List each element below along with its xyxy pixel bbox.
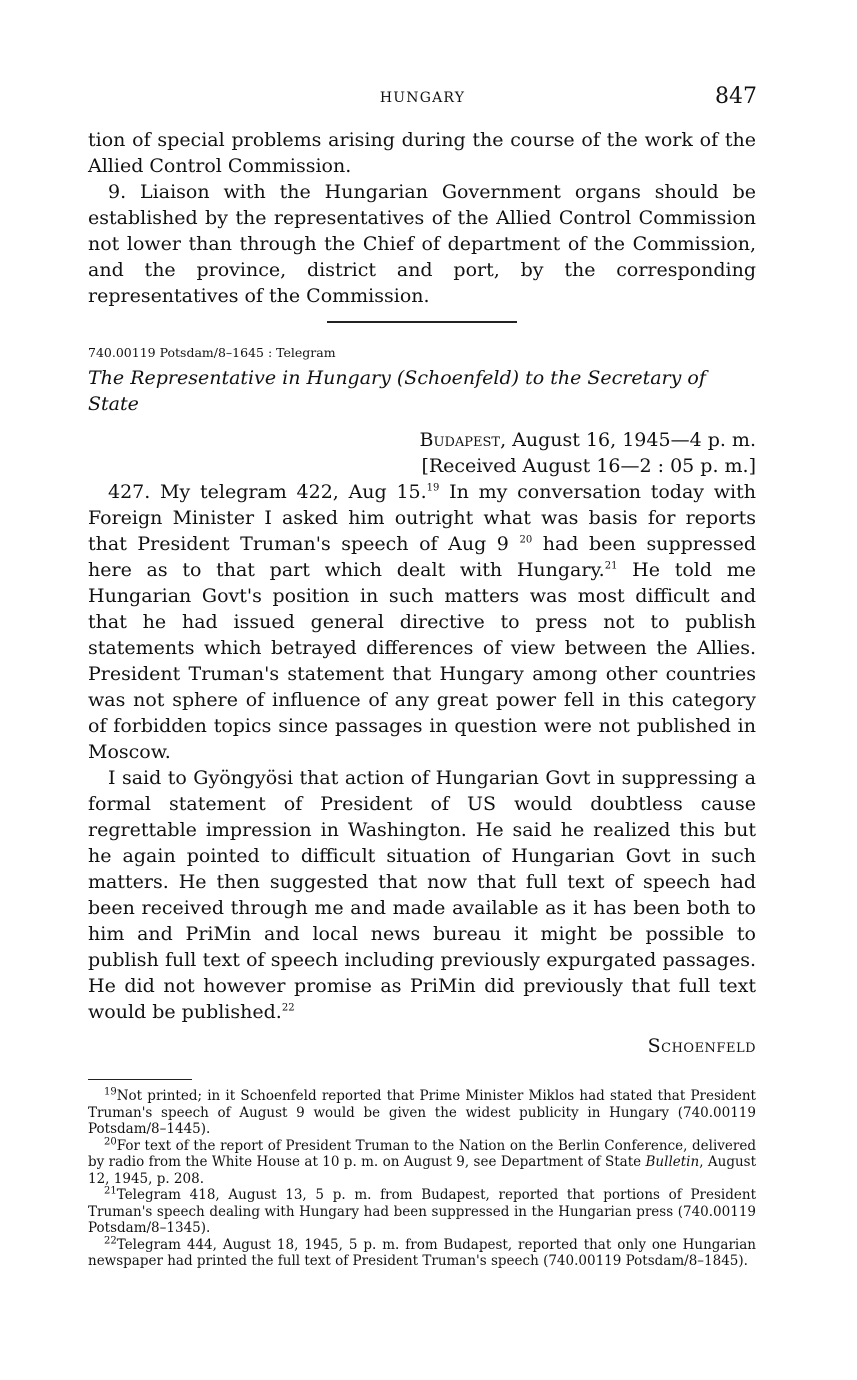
footnote-num: 20 [104, 1136, 117, 1147]
dateline-date: August 16, 1945—4 p. m. [512, 429, 756, 451]
carryover-paragraph: tion of special problems arising during the course of the work of the Allied Control Commission. [88, 129, 756, 177]
liaison-paragraph: 9. Liaison with the Hungarian Government organs should be established by the representatives of the Allied Control Commission not lower than through the Chief of department of the Commission, and the province, district and port, by the corresponding representatives of the Commission. [88, 181, 756, 307]
footnote-text: Telegram 418, August 13, 5 p. m. from Budapest, reported that portions of President Truman's speech dealing with Hungary had been suppressed in the Hungarian press (740.00119 Potsdam/8–1345). [88, 1187, 756, 1236]
para2-text: I said to Gyöngyösi that action of Hungarian Govt in suppressing a formal statement of President of US would doubtless cause regrettable impression in Washington. He said he realized this but he again pointed to difficult situation of Hungarian Govt in such matters. He then suggested that now that full text of speech had been received through me and made available as it has been both to him and PriMin and local news bureau it might be possible to publish full text of speech including previously expurgated passages. He did not however promise as PriMin did previously that full text would be published. [88, 767, 756, 1023]
para1-part-c: had been suppressed here as to that part which dealt with Hungary. [88, 533, 757, 581]
footnotes [88, 1088, 756, 1270]
footnote-num: 19 [104, 1086, 117, 1098]
received-line: [Received August 16—2 : 05 p. m.] [421, 455, 756, 477]
footnote-text: For text of the report of President Truman to the Nation on the Berlin Conference, delivered by radio from the White House at 10 p. m. on August 9, see Department of State [88, 1137, 756, 1170]
running-head [88, 86, 757, 116]
footnote-ref-19: 19 [426, 482, 440, 494]
footnote-divider [88, 1079, 192, 1080]
page-body [88, 127, 756, 1270]
para1-part-b: In my conversation today with Foreign Minister I asked him outright what was basis for reports that President Truman's speech of Aug 9 [88, 481, 756, 555]
footnote-ref-22: 22 [281, 1002, 295, 1014]
page-number: 847 [715, 84, 757, 109]
footnote-num: 21 [104, 1185, 117, 1197]
file-reference: 740.00119 Potsdam/8–1645 : Telegram [88, 345, 336, 360]
signature: Schoenfeld [647, 1035, 756, 1057]
running-title: HUNGARY [379, 90, 466, 106]
footnote-text: Not printed; in it Schoenfeld reported that Prime Minister Miklos had stated that President Truman's speech of August 9 would be given the widest publicity in Hungary (740.00119 Potsdam/8–1445). [88, 1088, 756, 1137]
footnote-22 [88, 1237, 756, 1270]
telegram-paragraph-1 [88, 479, 756, 765]
document-heading: The Representative in Hungary (Schoenfeld) to the Secretary of State [88, 367, 706, 415]
footnote-italic: Bulletin [645, 1154, 700, 1170]
footnote-19 [88, 1088, 756, 1138]
para1-part-a: 427. My telegram 422, Aug 15. [108, 481, 427, 503]
footnote-text-end: , August 12, 1945, p. 208. [88, 1154, 757, 1187]
footnote-20 [88, 1138, 756, 1188]
dateline [88, 427, 756, 453]
footnote-text: Telegram 444, August 18, 1945, 5 p. m. from Budapest, reported that only one Hungarian newspaper had printed the full text of President Truman's speech (740.00119 Potsdam/8–1845). [88, 1236, 756, 1269]
footnote-ref-21: 21 [604, 560, 618, 572]
para1-part-d: He told me Hungarian Govt's position in such matters was most difficult and that he had issued general directive to press not to publish statements which betrayed differences of view between the Allies. President Truman's statement that Hungary among other countries was not sphere of influence of any great power fell in this category of forbidden topics since passages in question were not published in Moscow. [88, 559, 756, 763]
footnote-21 [88, 1187, 756, 1237]
footnote-num: 22 [104, 1235, 117, 1246]
dateline-place: Budapest, [419, 429, 507, 451]
section-divider [327, 321, 517, 323]
footnote-ref-20: 20 [519, 534, 533, 546]
telegram-paragraph-2 [88, 765, 756, 1025]
